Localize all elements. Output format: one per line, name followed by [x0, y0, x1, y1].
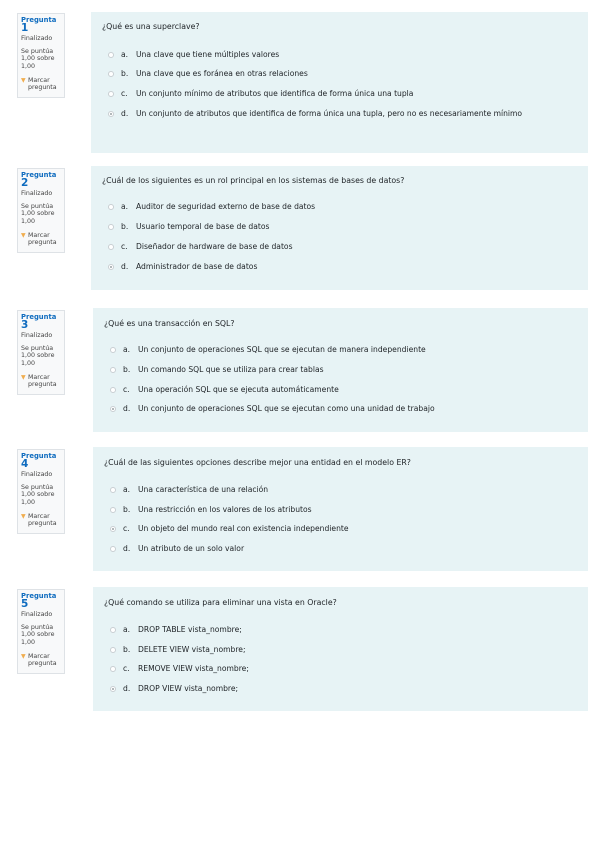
answer-option-c[interactable]: c. REMOVE VIEW vista_nombre; [110, 664, 570, 675]
flag-icon: ▼ [21, 76, 26, 84]
answer-option-c[interactable]: c. Un objeto del mundo real con existencia independiente [110, 524, 570, 535]
radio-button[interactable] [108, 71, 114, 77]
radio-button[interactable] [110, 647, 116, 653]
question-content-2 [91, 166, 588, 290]
flag-question-button[interactable]: ▼ Marcar pregunta [21, 231, 57, 247]
question-grade: Se puntúa 1,00 sobre 1,00 [21, 623, 55, 646]
flag-question-button[interactable]: ▼ Marcar pregunta [21, 373, 57, 389]
radio-button[interactable] [108, 204, 114, 210]
radio-button-selected[interactable] [110, 526, 116, 532]
answer-option-c[interactable]: c. Diseñador de hardware de base de datos [108, 242, 568, 253]
question-grade: Se puntúa 1,00 sobre 1,00 [21, 483, 55, 506]
question-state: Finalizado [21, 190, 53, 198]
question-grade: Se puntúa 1,00 sobre 1,00 [21, 47, 55, 70]
question-state: Finalizado [21, 611, 53, 619]
question-grade: Se puntúa 1,00 sobre 1,00 [21, 202, 55, 225]
radio-button[interactable] [110, 507, 116, 513]
question-number: Pregunta 3 [21, 313, 57, 331]
question-state: Finalizado [21, 35, 53, 43]
answer-option-b[interactable]: b. Una restricción en los valores de los atributos [110, 505, 570, 516]
answer-option-b[interactable]: b. Usuario temporal de base de datos [108, 222, 568, 233]
radio-button[interactable] [110, 367, 116, 373]
question-state: Finalizado [21, 332, 53, 340]
question-info-4 [17, 449, 65, 534]
answer-option-d[interactable]: d. Un conjunto de operaciones SQL que se ejecutan como una unidad de trabajo [110, 404, 570, 415]
radio-button[interactable] [110, 387, 116, 393]
answer-option-d[interactable]: d. Un atributo de un solo valor [110, 544, 570, 555]
radio-button[interactable] [110, 627, 116, 633]
question-text: ¿Qué es una superclave? [102, 22, 200, 31]
radio-button[interactable] [108, 91, 114, 97]
answer-option-d[interactable]: d. DROP VIEW vista_nombre; [110, 684, 570, 695]
answer-option-b[interactable]: b. DELETE VIEW vista_nombre; [110, 645, 570, 656]
question-content-3 [93, 308, 588, 432]
radio-button-selected[interactable] [108, 264, 114, 270]
question-grade: Se puntúa 1,00 sobre 1,00 [21, 344, 55, 367]
answer-option-a[interactable]: a. Una característica de una relación [110, 485, 570, 496]
question-info-3 [17, 310, 65, 395]
flag-icon: ▼ [21, 512, 26, 520]
radio-button[interactable] [110, 347, 116, 353]
answer-option-d[interactable]: d. Un conjunto de atributos que identifica de forma única una tupla, pero no es necesariamente mínimo [108, 109, 553, 120]
answer-option-a[interactable]: a. DROP TABLE vista_nombre; [110, 625, 570, 636]
answer-option-d[interactable]: d. Administrador de base de datos [108, 262, 568, 273]
question-info-5 [17, 589, 65, 674]
question-text: ¿Cuál de los siguientes es un rol principal en los sistemas de bases de datos? [102, 176, 405, 185]
answer-option-b[interactable]: b. Una clave que es foránea en otras relaciones [108, 69, 568, 80]
question-content-5 [93, 587, 588, 711]
question-text: ¿Cuál de las siguientes opciones describe mejor una entidad en el modelo ER? [104, 458, 411, 467]
flag-icon: ▼ [21, 231, 26, 239]
answer-option-a[interactable]: a. Una clave que tiene múltiples valores [108, 50, 568, 61]
flag-icon: ▼ [21, 373, 26, 381]
radio-button[interactable] [108, 224, 114, 230]
radio-button-selected[interactable] [108, 111, 114, 117]
question-number: Pregunta 4 [21, 452, 57, 470]
flag-question-button[interactable]: ▼ Marcar pregunta [21, 512, 57, 528]
radio-button-selected[interactable] [110, 686, 116, 692]
question-text: ¿Qué es una transacción en SQL? [104, 319, 235, 328]
question-content-1 [91, 12, 588, 153]
radio-button[interactable] [110, 546, 116, 552]
flag-icon: ▼ [21, 652, 26, 660]
radio-button[interactable] [108, 244, 114, 250]
flag-question-button[interactable]: ▼ Marcar pregunta [21, 76, 57, 92]
flag-question-button[interactable]: ▼ Marcar pregunta [21, 652, 57, 668]
question-number: Pregunta 1 [21, 16, 57, 34]
question-info-2 [17, 168, 65, 253]
question-number: Pregunta 2 [21, 171, 57, 189]
radio-button-selected[interactable] [110, 406, 116, 412]
radio-button[interactable] [110, 666, 116, 672]
question-content-4 [93, 447, 588, 571]
question-text: ¿Qué comando se utiliza para eliminar una vista en Oracle? [104, 598, 337, 607]
answer-option-b[interactable]: b. Un comando SQL que se utiliza para crear tablas [110, 365, 570, 376]
answer-option-c[interactable]: c. Un conjunto mínimo de atributos que identifica de forma única una tupla [108, 89, 568, 100]
question-info-1 [17, 13, 65, 98]
radio-button[interactable] [108, 52, 114, 58]
question-state: Finalizado [21, 471, 53, 479]
radio-button[interactable] [110, 487, 116, 493]
answer-option-a[interactable]: a. Un conjunto de operaciones SQL que se ejecutan de manera independiente [110, 345, 570, 356]
question-number: Pregunta 5 [21, 592, 57, 610]
answer-option-a[interactable]: a. Auditor de seguridad externo de base de datos [108, 202, 568, 213]
answer-option-c[interactable]: c. Una operación SQL que se ejecuta automáticamente [110, 385, 570, 396]
